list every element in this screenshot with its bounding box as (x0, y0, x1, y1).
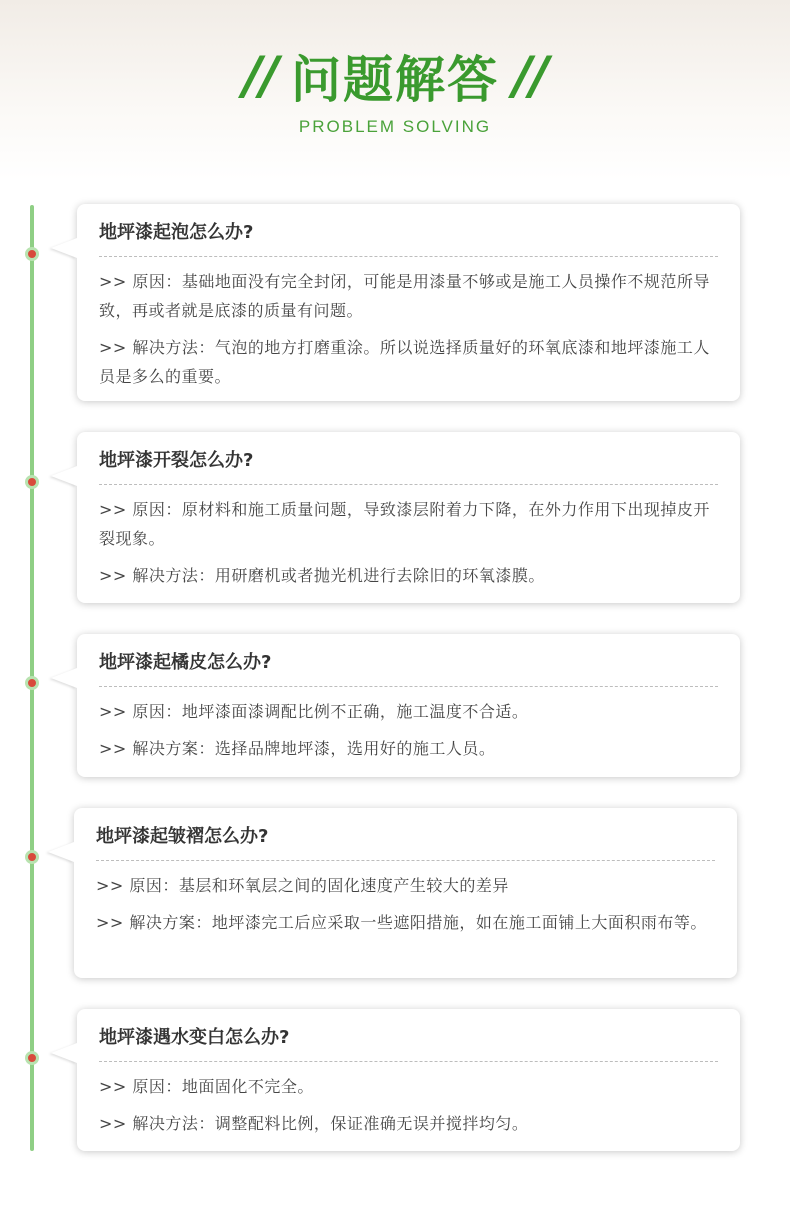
faq-solution: >> 解决方法：气泡的地方打磨重涂。所以说选择质量好的环氧底漆和地坪漆施工人员是多么的重要。 (99, 338, 710, 386)
faq-question: 地坪漆起橘皮怎么办? (99, 650, 718, 687)
page-subtitle: PROBLEM SOLVING (298, 117, 492, 136)
faq-card (77, 432, 740, 603)
faq-solution: >> 解决方法：用研磨机或者抛光机进行去除旧的环氧漆膜。 (99, 566, 545, 585)
faq-cause: >> 原因：地面固化不完全。 (99, 1077, 314, 1096)
title-slash-right: // (513, 46, 547, 106)
timeline-dot (25, 247, 39, 261)
faq-solution: >> 解决方案：地坪漆完工后应采取一些遮阳措施，如在施工面铺上大面积雨布等。 (96, 913, 707, 932)
faq-cause: >> 原因：基层和环氧层之间的固化速度产生较大的差异 (96, 876, 509, 895)
faq-cause: >> 原因：原材料和施工质量问题，导致漆层附着力下降，在外力作用下出现掉皮开裂现象。 (99, 500, 710, 548)
timeline-dot (25, 676, 39, 690)
title-slash-left: // (243, 46, 277, 106)
faq-question: 地坪漆遇水变白怎么办? (99, 1025, 718, 1062)
faq-cause: >> 原因：基础地面没有完全封闭，可能是用漆量不够或是施工人员操作不规范所导致，再或者就是底漆的质量有问题。 (99, 272, 710, 320)
title-row (0, 40, 790, 112)
faq-question: 地坪漆起泡怎么办? (99, 220, 718, 257)
faq-card (77, 204, 740, 401)
page-title: 问题解答 (291, 51, 499, 109)
faq-cause: >> 原因：地坪漆面漆调配比例不正确，施工温度不合适。 (99, 702, 529, 721)
faq-card (77, 634, 740, 777)
faq-card (77, 1009, 740, 1151)
page-header (0, 0, 790, 170)
faq-card (74, 808, 737, 978)
faq-solution: >> 解决方法：调整配料比例，保证准确无误并搅拌均匀。 (99, 1114, 529, 1133)
faq-solution: >> 解决方案：选择品牌地坪漆，选用好的施工人员。 (99, 739, 496, 758)
timeline-dot (25, 475, 39, 489)
faq-question: 地坪漆起皱褶怎么办? (96, 824, 715, 861)
timeline-dot (25, 850, 39, 864)
faq-question: 地坪漆开裂怎么办? (99, 448, 718, 485)
timeline-dot (25, 1051, 39, 1065)
